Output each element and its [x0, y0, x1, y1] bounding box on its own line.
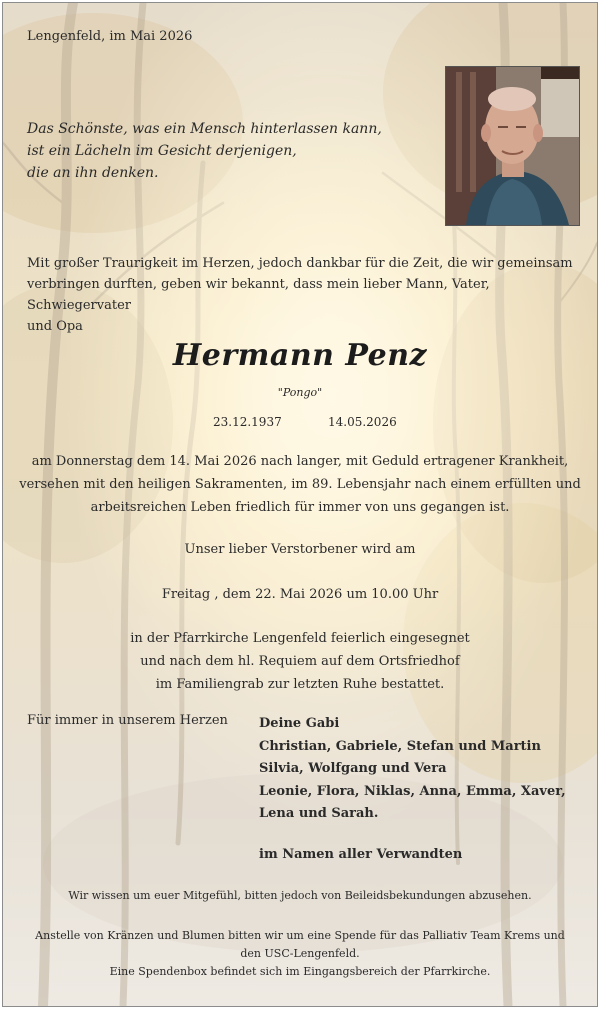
funeral-detail-line: und nach dem hl. Requiem auf dem Ortsfriedhof [140, 654, 460, 669]
intro-line: verbringen durften, geben wir bekannt, dass mein lieber Mann, Vater, Schwiegervater [27, 277, 490, 313]
mourner-line: Christian, Gabriele, Stefan und Martin [259, 738, 541, 754]
funeral-datetime: Freitag , dem 22. Mai 2026 um 10.00 Uhr [161, 587, 439, 602]
birth-date: 23.12.1937 [213, 415, 282, 429]
passing-announcement [3, 450, 597, 519]
mourner-line: Silvia, Wolfgang und Vera [259, 761, 447, 776]
deceased-name: Hermann Penz [172, 338, 428, 373]
quote-line: die an ihn denken. [27, 165, 159, 181]
funeral-details [3, 627, 597, 696]
intro-line: Mit großer Traurigkeit im Herzen, jedoch dankbar für die Zeit, die wir gemeinsam [27, 256, 573, 271]
obituary-card [2, 2, 598, 1007]
funeral-intro: Unser lieber Verstorbener wird am [184, 542, 416, 557]
memorial-quote [27, 118, 382, 184]
donation-note [3, 927, 597, 981]
funeral-detail-line: im Familiengrab zur letzten Ruhe bestattet. [155, 677, 445, 692]
intro-text [27, 253, 577, 337]
passing-line: versehen mit den heiligen Sakramenten, im 89. Lebensjahr nach einem erfüllten und [19, 477, 581, 492]
quote-line: ist ein Lächeln im Gesicht derjenigen, [27, 143, 297, 159]
mourners-heading: Für immer in unserem Herzen [27, 713, 228, 728]
deceased-nickname: "Pongo" [277, 386, 323, 399]
donation-line: Anstelle von Kränzen und Blumen bitten wir um eine Spende für das Palliativ Team Krems und [35, 929, 565, 942]
mourner-line: Deine Gabi [259, 716, 340, 731]
funeral-detail-line: in der Pfarrkirche Lengenfeld feierlich eingesegnet [130, 631, 470, 646]
mourner-line: Leonie, Flora, Niklas, Anna, Emma, Xaver, [259, 783, 566, 799]
portrait-photo [445, 66, 580, 226]
intro-line: und Opa [27, 319, 83, 334]
mourners-list [259, 713, 566, 826]
relatives-line: im Namen aller Verwandten [259, 847, 463, 862]
condolence-note: Wir wissen um euer Mitgefühl, bitten jedoch von Beileidsbekundungen abzusehen. [68, 889, 532, 902]
mourner-line: Lena und Sarah. [259, 806, 379, 821]
death-date: 14.05.2026 [328, 415, 397, 429]
passing-line: am Donnerstag dem 14. Mai 2026 nach langer, mit Geduld ertragener Krankheit, [31, 454, 569, 469]
quote-line: Das Schönste, was ein Mensch hinterlassen kann, [27, 121, 382, 137]
passing-line: arbeitsreichen Leben friedlich für immer von uns gegangen ist. [90, 500, 510, 515]
donation-line: den USC-Lengenfeld. [240, 947, 360, 960]
place-date: Lengenfeld, im Mai 2026 [27, 29, 193, 44]
donation-line: Eine Spendenbox befindet sich im Eingangsbereich der Pfarrkirche. [109, 965, 491, 978]
